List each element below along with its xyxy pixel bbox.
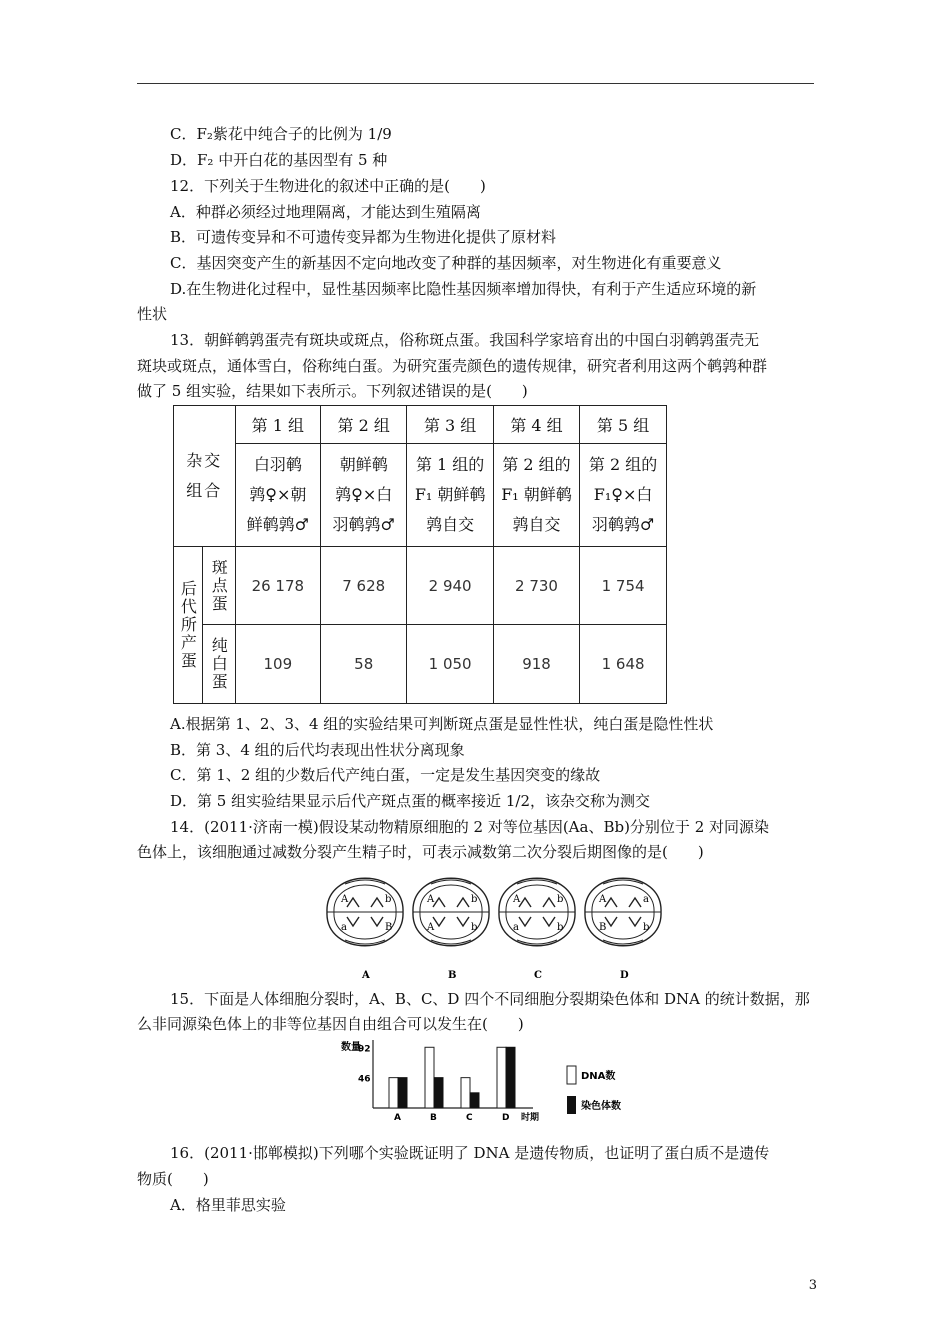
chromosome — [457, 898, 469, 907]
chromosome — [629, 917, 641, 926]
q12-option-a: A．种群必须经过地理隔离，才能达到生殖隔离 — [170, 203, 481, 221]
spotted-count: 2 730 — [493, 547, 579, 625]
legend-label-dna: DNA数 — [581, 1071, 616, 1082]
q12-stem: 12．下列关于生物进化的叙述中正确的是( ) — [170, 177, 486, 195]
y-tick-label: 46 — [358, 1074, 371, 1085]
cross-cell: 第 2 组的 F₁♀×白 羽鹌鹑♂ — [580, 444, 667, 547]
spotted-label: 斑点蛋 — [209, 558, 229, 613]
gene-label: b — [557, 894, 564, 905]
q13-option-c: C．第 1、2 组的少数后代产纯白蛋，一定是发生基因突变的缘故 — [170, 766, 601, 784]
cross-label-cell — [174, 406, 236, 547]
q12-option-b: B．可遗传变异和不可遗传变异都为生物进化提供了原材料 — [170, 228, 557, 246]
cell-diagram — [585, 878, 661, 981]
gene-label: A — [599, 894, 607, 905]
group-header: 第 1 组 — [235, 406, 320, 444]
gene-label: A — [427, 894, 435, 905]
q13-option-a: A.根据第 1、2、3、4 组的实验结果可判断斑点蛋是显性性状，纯白蛋是隐性性状 — [170, 715, 714, 733]
cross-cell: 第 1 组的 F₁ 朝鲜鹌 鹑自交 — [407, 444, 493, 547]
bar-chromosome — [506, 1047, 515, 1108]
gene-label: B — [599, 922, 607, 933]
cell-option-label: D — [620, 970, 629, 981]
bar-dna — [389, 1078, 398, 1108]
chromosome — [371, 917, 383, 926]
cell-diagram — [499, 878, 575, 981]
gene-label: a — [513, 922, 519, 933]
chromosome — [605, 917, 617, 926]
q15-stem-2: 么非同源染色体上的非等位基因自由组合可以发生在( ) — [137, 1015, 524, 1033]
q16-stem-2: 物质( ) — [137, 1170, 209, 1188]
q16-stem-1: 16．(2011·邯郸模拟)下列哪个实验既证明了 DNA 是遗传物质，也证明了蛋白质不是遗传 — [170, 1144, 770, 1162]
gene-label: b — [471, 922, 478, 933]
offspring-label: 后代所产蛋 — [178, 580, 198, 670]
bar-dna — [425, 1047, 434, 1108]
group-header: 第 5 组 — [580, 406, 667, 444]
cross-cell: 白羽鹌 鹑♀×朝 鲜鹌鹑♂ — [235, 444, 320, 547]
chromosome — [371, 898, 383, 907]
legend-swatch-chromosome — [567, 1096, 576, 1114]
bar-chromosome — [434, 1078, 443, 1108]
bar-dna — [461, 1078, 470, 1108]
cell-diagram — [413, 878, 489, 981]
gene-label: B — [385, 922, 393, 933]
q13-stem-2: 斑块或斑点，通体雪白，俗称纯白蛋。为研究蛋壳颜色的遗传规律，研究者利用这两个鹌鹑种群 — [137, 357, 768, 375]
bar-dna — [497, 1047, 506, 1108]
cell-option-label: A — [362, 970, 370, 981]
gene-label: a — [643, 894, 649, 905]
header-rule — [137, 83, 814, 84]
gene-label: b — [471, 894, 478, 905]
chromosome — [543, 898, 555, 907]
gene-label: A — [341, 894, 349, 905]
gene-label: a — [341, 922, 347, 933]
chromosome — [519, 898, 531, 907]
dna-chromosome-chart — [335, 1036, 645, 1132]
spotted-label-cell — [202, 547, 235, 625]
gene-label: b — [557, 922, 564, 933]
x-axis-label: 时期 — [521, 1113, 540, 1123]
white-count: 58 — [321, 625, 407, 704]
bar-chromosome — [398, 1078, 407, 1108]
q12-option-d: D.在生物进化过程中，显性基因频率比隐性基因频率增加得快，有利于产生适应环境的新 — [170, 280, 757, 298]
legend-label-chromosome: 染色体数 — [581, 1101, 621, 1112]
white-label: 纯白蛋 — [209, 637, 229, 691]
cross-label: 杂交组合 — [186, 451, 223, 500]
q15-stem-1: 15．下面是人体细胞分裂时，A、B、C、D 四个不同细胞分裂期染色体和 DNA 的统计数据，那 — [170, 990, 810, 1008]
spotted-count: 2 940 — [407, 547, 493, 625]
chromosome — [519, 917, 531, 926]
q13-option-d: D．第 5 组实验结果显示后代产斑点蛋的概率接近 1/2，该杂交称为测交 — [170, 792, 651, 810]
quail-egg-table — [173, 405, 667, 704]
cell-option-label: B — [448, 970, 457, 981]
q11-option-d: D．F₂ 中开白花的基因型有 5 种 — [170, 151, 388, 169]
spotted-count: 1 754 — [580, 547, 667, 625]
q14-stem-1: 14．(2011·济南一模)假设某动物精原细胞的 2 对等位基因(Aa、Bb)分别位于 2 对同源染 — [170, 818, 769, 836]
meiosis-cell-figure — [322, 864, 670, 982]
gene-label: A — [513, 894, 521, 905]
cell-option-label: C — [534, 970, 542, 981]
group-header: 第 3 组 — [407, 406, 493, 444]
q13-stem-1: 13．朝鲜鹌鹑蛋壳有斑块或斑点，俗称斑点蛋。我国科学家培育出的中国白羽鹌鹑蛋壳无 — [170, 331, 760, 349]
white-label-cell — [202, 625, 235, 704]
chromosome — [629, 898, 641, 907]
x-tick-label: D — [502, 1113, 510, 1123]
cross-cell: 朝鲜鹌 鹑♀×白 羽鹌鹑♂ — [321, 444, 407, 547]
q11-option-c: C．F₂紫花中纯合子的比例为 1/9 — [170, 125, 392, 143]
group-header: 第 2 组 — [321, 406, 407, 444]
q16-option-a: A．格里菲思实验 — [170, 1196, 286, 1214]
white-count: 918 — [493, 625, 579, 704]
chromosome — [605, 898, 617, 907]
q12-option-c: C．基因突变产生的新基因不定向地改变了种群的基因频率，对生物进化有重要意义 — [170, 254, 722, 272]
white-count: 109 — [235, 625, 320, 704]
q12-option-d-cont: 性状 — [137, 305, 168, 323]
y-axis-label: 数量 — [341, 1042, 361, 1053]
legend-swatch-dna — [567, 1066, 576, 1084]
gene-label: A — [427, 922, 435, 933]
chromosome — [543, 917, 555, 926]
page-number: 3 — [808, 1278, 817, 1293]
q13-stem-3: 做了 5 组实验，结果如下表所示。下列叙述错误的是( ) — [137, 382, 528, 400]
y-tick-label: 92 — [358, 1044, 371, 1055]
gene-label: b — [643, 922, 650, 933]
x-tick-label: C — [466, 1113, 473, 1123]
cell-diagram — [327, 878, 403, 981]
offspring-label-cell — [174, 547, 203, 704]
spotted-count: 26 178 — [235, 547, 320, 625]
spotted-count: 7 628 — [321, 547, 407, 625]
white-count: 1 648 — [580, 625, 667, 704]
x-tick-label: A — [394, 1113, 401, 1123]
chromosome — [347, 898, 359, 907]
cross-cell: 第 2 组的 F₁ 朝鲜鹌 鹑自交 — [493, 444, 579, 547]
x-tick-label: B — [430, 1113, 437, 1123]
q13-option-b: B．第 3、4 组的后代均表现出性状分离现象 — [170, 741, 465, 759]
chromosome — [457, 917, 469, 926]
chromosome — [347, 917, 359, 926]
gene-label: b — [385, 894, 392, 905]
white-count: 1 050 — [407, 625, 493, 704]
q14-stem-2: 色体上，该细胞通过减数分裂产生精子时，可表示减数第二次分裂后期图像的是( ) — [137, 843, 704, 861]
chromosome — [433, 898, 445, 907]
bar-chromosome — [470, 1093, 479, 1108]
chromosome — [433, 917, 445, 926]
group-header: 第 4 组 — [493, 406, 579, 444]
